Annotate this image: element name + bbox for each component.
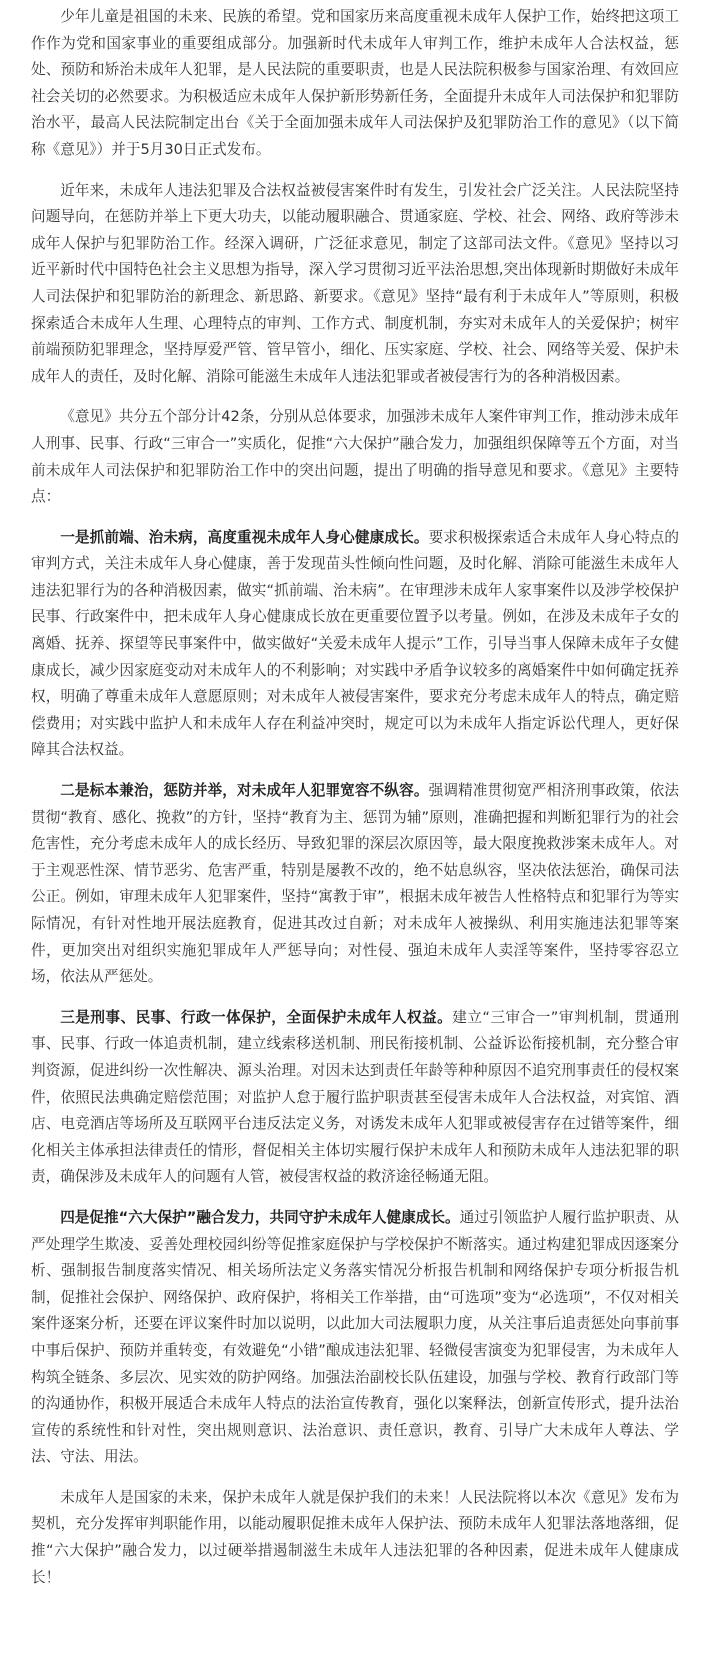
- paragraph-structure: [31, 404, 679, 510]
- paragraph-text: 建立“三审合一”审判机制，贯通刑事、民事、行政一体追责机制，建立线索移送机制、刑民衔接机制、公益诉讼衔接机制，充分整合审判资源，促进纠纷一次性解决、源头治理。对因未达到责任年龄等种种原因不追究刑事责任的侵权案件，依照民法典确定赔偿范围；对监护人怠于履行监护职责甚至侵害未成年人合法权益，对宾馆、酒店、电竞酒店等场所及互联网平台违反法定义务，对诱发未成年人犯罪或被侵害存在过错等案件，细化相关主体承担法律责任的情形，督促相关主体切实履行保护未成年人和预防未成年人违法犯罪的职责，确保涉及未成年人的问题有人管，被侵害权益的救济途径畅通无阻。: [31, 1008, 679, 1186]
- paragraph-lead: 三是刑事、民事、行政一体保护，全面保护未成年人权益。: [60, 1008, 453, 1026]
- paragraph-text: 通过引领监护人履行监护职责、从严处理学生欺凌、妥善处理校园纠纷等促推家庭保护与学校保护不断落实。通过构建犯罪成因逐案分析、强制报告制度落实情况、相关场所法定义务落实情况分析报告机制和网络保护专项分析报告机制，促推社会保护、网络保护、政府保护，将相关工作举措，由“可选项”变为“必选项”，不仅对相关案件逐案分析，还要在评议案件时加以说明，以此加大司法履职力度，从关注事后追责惩处向事前事中事后保护、预防并重转变，有效避免“小错”酿成违法犯罪、轻微侵害演变为犯罪侵害，为未成年人构筑全链条、多层次、见实效的防护网络。加强法治副校长队伍建设，加强与学校、教育行政部门等的沟通协作，积极开展适合未成年人特点的法治宣传教育，强化以案释法，创新宣传形式，提升法治宣传的系统性和针对性，突出规则意识、法治意识、责任意识，教育、引导广大未成年人尊法、学法、守法、用法。: [31, 1208, 679, 1466]
- paragraph-lead: 二是标本兼治，惩防并举，对未成年人犯罪宽容不纵容。: [60, 782, 429, 800]
- paragraph-text: 强调精准贯彻宽严相济刑事政策，依法贯彻“教育、感化、挽救”的方针，坚持“教育为主、惩罚为辅”原则，准确把握和判断犯罪行为的社会危害性，充分考虑未成年人的成长经历、导致犯罪的深层次原因等，最大限度挽救涉案未成年人。对于主观恶性深、情节恶劣、危害严重，特别是屡教不改的，绝不姑息纵容，坚决依法惩治，确保司法公正。例如，审理未成年人犯罪案件，坚持“寓教于审”，根据未成年被告人性格特点和犯罪行为等实际情况，有针对性地开展法庭教育，促进其改过自新；对未成年人被操纵、利用实施违法犯罪等案件，更加突出对组织实施犯罪成年人严惩导向；对性侵、强迫未成年人卖淫等案件，坚持零容忍立场，依法从严惩处。: [31, 782, 680, 986]
- paragraph-text: 《意见》共分五个部分计42条，分别从总体要求，加强涉未成年人案件审判工作，推动涉未成年人刑事、民事、行政“三审合一”实质化，促推“六大保护”融合发力，加强组织保障等五个方面，对当前未成年人司法保护和犯罪防治工作中的突出问题，提出了明确的指导意见和要求。《意见》主要特点：: [31, 408, 679, 506]
- paragraph-text: 未成年人是国家的未来，保护未成年人就是保护我们的未来！人民法院将以本次《意见》发布为契机，充分发挥审判职能作用，以能动履职促推未成年人保护法、预防未成年人犯罪法落地落细，促推“六大保护”融合发力，以过硬举措遏制滋生未成年人违法犯罪的各种因素，促进未成年人健康成长！: [31, 1488, 679, 1586]
- paragraph-text: 少年儿童是祖国的未来、民族的希望。党和国家历来高度重视未成年人保护工作，始终把这项工作作为党和国家事业的重要组成部分。加强新时代未成年人审判工作，维护未成年人合法权益，惩处、预防和矫治未成年人犯罪，是人民法院的重要职责，也是人民法院积极参与国家治理、有效回应社会关切的必然要求。为积极适应未成年人保护新形势新任务，全面提升未成年人司法保护和犯罪防治水平，最高人民法院制定出台《关于全面加强未成年人司法保护及犯罪防治工作的意见》（以下简称《意见》）并于5月30日正式发布。: [31, 8, 679, 158]
- paragraph-text: 要求积极探索适合未成年人身心特点的审判方式，关注未成年人身心健康，善于发现苗头性倾向性问题，及时化解、消除可能滋生未成年人违法犯罪行为的各种消极因素，做实“抓前端、治未病”。在审理涉未成年人家事案件以及涉学校保护民事、行政案件中，把未成年人身心健康成长放在更重要位置予以考量。例如，在涉及未成年子女的离婚、抚养、探望等民事案件中，做实做好“关爱未成年人提示”工作，引导当事人保障未成年子女健康成长，减少因家庭变动对未成年人的不利影响；对实践中矛盾争议较多的离婚案件中如何确定抚养权，明确了尊重未成年人意愿原则；对未成年人被侵害案件，要求充分考虑未成年人的特点，确定赔偿费用；对实践中监护人和未成年人存在利益冲突时，规定可以为未成年人指定诉讼代理人，更好保障其合法权益。: [31, 528, 680, 759]
- article-body: [31, 4, 679, 1591]
- paragraph-lead: 一是抓前端、治未病，高度重视未成年人身心健康成长。: [60, 528, 429, 546]
- paragraph-feature-4: [31, 1205, 679, 1471]
- paragraph-feature-1: [31, 525, 679, 764]
- paragraph-feature-2: [31, 778, 679, 991]
- paragraph-feature-3: [31, 1005, 679, 1191]
- paragraph-text: 近年来，未成年人违法犯罪及合法权益被侵害案件时有发生，引发社会广泛关注。人民法院坚持问题导向，在惩防并举上下更大功夫，以能动履职融合、贯通家庭、学校、社会、网络、政府等涉未成年人保护与犯罪防治工作。经深入调研，广泛征求意见，制定了这部司法文件。《意见》坚持以习近平新时代中国特色社会主义思想为指导，深入学习贯彻习近平法治思想,突出体现新时期做好未成年人司法保护和犯罪防治的新理念、新思路、新要求。《意见》坚持“最有利于未成年人”等原则，积极探索适合未成年人生理、心理特点的审判、工作方式、制度机制，夯实对未成年人的关爱保护；树牢前端预防犯罪理念，坚持厚爱严管、管早管小，细化、压实家庭、学校、社会、网络等关爱、保护未成年人的责任，及时化解、消除可能滋生未成年人违法犯罪或者被侵害行为的各种消极因素。: [31, 181, 679, 385]
- paragraph-lead: 四是促推“六大保护”融合发力，共同守护未成年人健康成长。: [60, 1208, 460, 1226]
- paragraph-conclusion: [31, 1485, 679, 1591]
- paragraph-intro: [31, 4, 679, 164]
- paragraph-background: [31, 178, 679, 391]
